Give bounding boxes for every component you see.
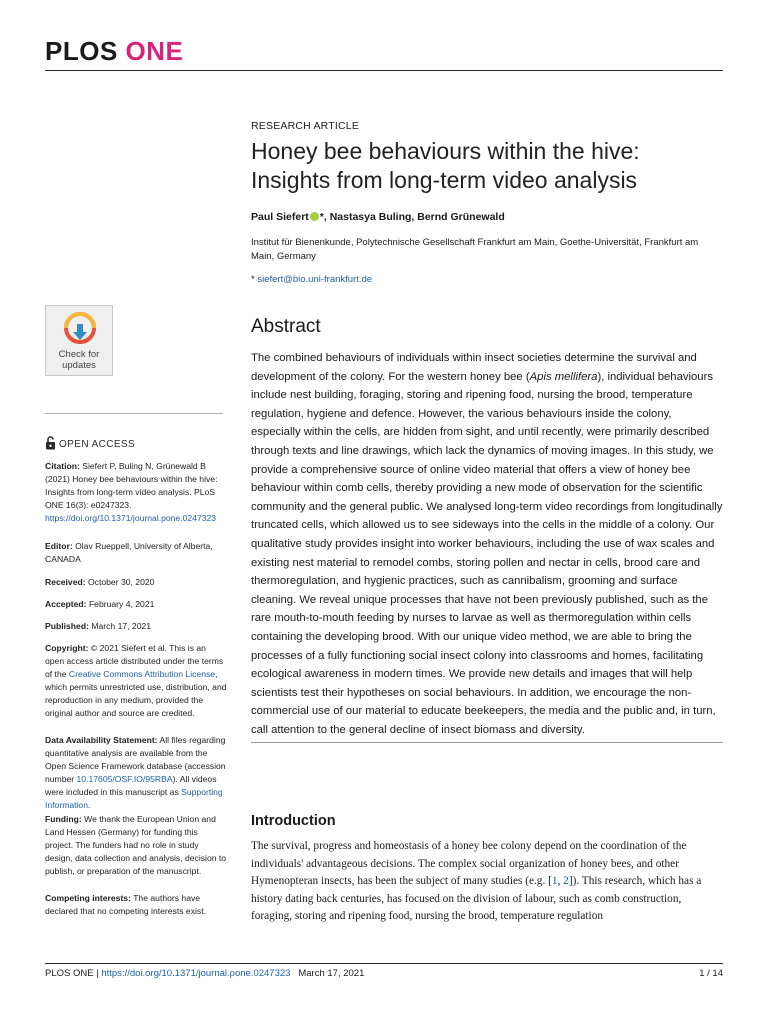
published-block [45, 620, 227, 633]
footer-doi-link[interactable]: https://doi.org/10.1371/journal.pone.0247323 [101, 968, 291, 979]
accepted-label: Accepted: [45, 599, 87, 609]
osf-link[interactable]: 10.17605/OSF.IO/95RBA [76, 774, 173, 784]
check-for-updates-badge[interactable] [45, 305, 113, 376]
logo-one: ONE [125, 36, 184, 66]
footer-date: March 17, 2021 [298, 968, 365, 979]
citation-ref-1[interactable]: 1 [551, 875, 558, 887]
author-name[interactable]: Paul Siefert [251, 211, 309, 223]
affiliation: Institut für Bienenkunde, Polytechnische Gesellschaft Frankfurt am Main, Goethe-Universität, Frankfurt am Main, Germany [251, 237, 699, 262]
species-name: Apis mellifera [529, 370, 598, 383]
intro-text-rest: ]). This research, which has a history dating back centuries, has focused on the division of labour, such as comb construction, foraging, storing and ripening food, nursing the brood, temperature regulation [251, 875, 702, 922]
badge-label: Check for updates [58, 349, 100, 371]
supporting-info-link[interactable]: Supporting Information [45, 787, 223, 810]
competing-interests-label: Competing interests: [45, 893, 131, 903]
corresponding-mark: * [319, 211, 324, 223]
logo-plos: PLOS [45, 36, 118, 66]
data-availability-label: Data Availability Statement: [45, 735, 158, 745]
citation-text: Siefert P, Buling N, Grünewald B (2021) Honey bee behaviours within the hive: Insights from long-term video analysis. PLoS ONE 16(3): e0247323. [45, 461, 218, 510]
article-type: RESEARCH ARTICLE [251, 120, 360, 132]
accepted-block [45, 598, 227, 611]
competing-interests-text: The authors have declared that no competing interests exist. [45, 893, 206, 916]
citation-ref-2[interactable]: 2 [563, 875, 569, 887]
funding-label: Funding: [45, 814, 82, 824]
orcid-icon[interactable] [310, 212, 319, 221]
abstract-heading: Abstract [251, 316, 321, 337]
intro-text-start: The survival, progress and homeostasis of a honey bee colony depend on the coordination of the individuals' advantageous decisions. The complex social organization of honey bees, and other Hymenopteran insects, has been the subject of many studies (e.g. [ [251, 840, 687, 887]
received-label: Received: [45, 577, 86, 587]
article-title: Honey bee behaviours within the hive: Insights from long-term video analysis [251, 138, 640, 193]
abstract-text [251, 349, 723, 739]
introduction-text [251, 838, 723, 926]
editor-text: Olav Rueppell, University of Alberta, CANADA [45, 541, 213, 564]
abstract-text-start: The combined behaviours of individuals within insect societies determine the survival and development of the colony. For the western honey bee ( [251, 352, 697, 383]
accepted-date: February 4, 2021 [88, 599, 155, 609]
competing-interests-block [45, 892, 227, 918]
abstract-text-rest: ), individual behaviours include nest building, foraging, storing and ripening food, nursing the brood, temperature regulation, hygiene and defence. However, the various behaviours inside the colony, especially within the cells, are hidden from sight, and until recently, were primarily described through texts and line drawings, which lack the dynamics of moving images. In this study, we provide a comprehensive source of online video material that offers a view of honey bee behaviour within comb cells, thereby providing a new mode of observation for the scientific community and the general public. We analysed long-term video recordings from longitudinally truncated cells, which allowed us to see sideways into the cells in the middle of a colony. Our qualitative study provides insight into worker behaviours, including the use of wax scales and existing nest material to remodel combs, storing pollen and nectar in cells, brood care and thermoregulation, and hygienic practices, such as cannibalism, grooming and surface cleaning. We reveal unique processes that have not been previously published, such as the rare mouth-to-mouth feeding by nurses to larvae as well as thermoregulation within cells containing the developing brood. With our unique video method, we are able to bring the processes of a fully functioning social insect colony into classrooms and homes, facilitating ecological awareness in modern times. We provide new details and images that will help scientists test their hypotheses on social behaviours. In addition, we encourage the non-commercial use of our material to educate beekeepers, the media and the public and, in turn, call attention to the general decline of insect biomass and diversity. [251, 370, 723, 736]
author-list [251, 211, 505, 223]
citation-label: Citation: [45, 461, 80, 471]
citation-separator: , [557, 875, 564, 887]
page-number: 1 / 14 [699, 968, 723, 979]
other-authors: , Nastasya Buling, Bernd Grünewald [323, 211, 505, 223]
data-availability-text-end: . [88, 800, 91, 810]
funding-text: We thank the European Union and Land Hessen (Germany) for funding this project. The funders had no role in study design, data collection and analysis, decision to publish, or preparation of the manuscript. [45, 814, 227, 876]
received-block [45, 576, 227, 589]
published-label: Published: [45, 621, 89, 631]
editor-label: Editor: [45, 541, 73, 551]
data-availability-block [45, 734, 227, 812]
open-access-text: OPEN ACCESS [59, 439, 136, 450]
data-availability-text-mid: ). All videos were included in this manuscript as [45, 774, 217, 797]
copyright-block [45, 642, 227, 720]
sidebar-divider [45, 413, 223, 414]
corresponding-email [251, 274, 372, 285]
check-for-updates-icon [64, 312, 96, 346]
copyright-text-end: , which permits unrestricted use, distribution, and reproduction in any medium, provided the original author and source are credited. [45, 669, 227, 718]
copyright-label: Copyright: [45, 643, 89, 653]
open-lock-icon [45, 436, 56, 450]
footer-separator: | [93, 968, 102, 979]
funding-block [45, 813, 227, 878]
copyright-text: © 2021 Siefert et al. This is an open access article distributed under the terms of the [45, 643, 224, 679]
editor-block [45, 540, 227, 566]
footer-journal: PLOS ONE [45, 968, 94, 979]
received-date: October 30, 2020 [88, 577, 155, 587]
license-link[interactable]: Creative Commons Attribution License [68, 669, 216, 679]
citation-doi-link[interactable]: https://doi.org/10.1371/journal.pone.0247323 [45, 513, 217, 523]
footer-divider [45, 963, 723, 964]
email-prefix: * [251, 274, 255, 285]
introduction-heading: Introduction [251, 813, 336, 829]
email-link[interactable]: siefert@bio.uni-frankfurt.de [257, 274, 373, 285]
header-divider [45, 70, 723, 71]
published-date: March 17, 2021 [91, 621, 152, 631]
data-availability-text: All files regarding quantitative analysis are available from the Open Science Framework database (accession number [45, 735, 226, 784]
journal-logo[interactable] [45, 36, 183, 66]
open-access-label [45, 436, 135, 450]
footer [45, 968, 364, 979]
citation-block [45, 460, 227, 525]
abstract-divider [251, 742, 723, 743]
